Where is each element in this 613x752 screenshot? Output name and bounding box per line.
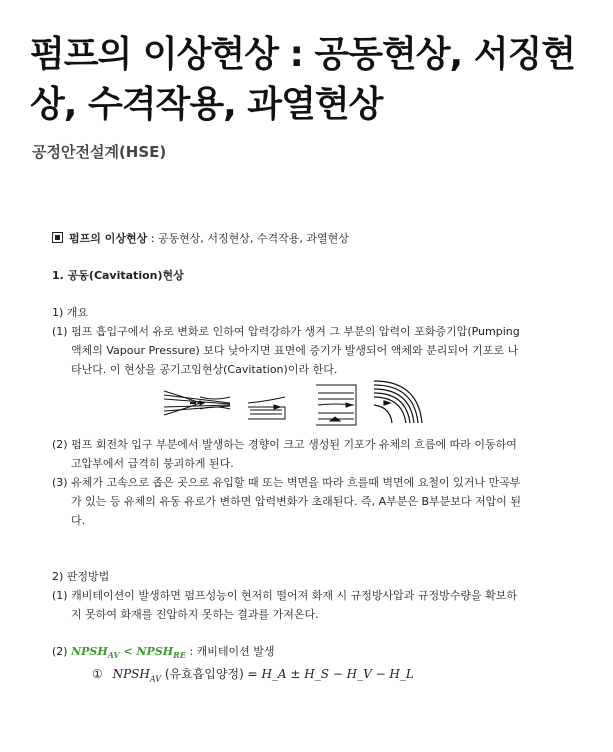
cavitation-diagram [160,377,430,429]
section-1-title: 1. 공동(Cavitation)현상 [52,269,184,282]
elbow-flow-figure [374,381,422,423]
paragraph-1-line-1: (1) 펌프 흡입구에서 유로 변화로 인하여 압력강하가 생겨 그 부분의 압력이 포화증기압(Pumping [52,325,520,338]
less-than-sign: < [119,645,137,658]
eq-npsh-sub: AV [149,674,162,684]
paragraph-1-line-3: 타난다. 이 현상을 공기고임현상(Cavitation)이라 한다. [71,363,338,376]
nozzle-flow-figure [164,391,230,415]
subsection-overview: 1) 개요 [52,306,89,319]
judgment-1-line-1: (1) 캐비테이션이 발생하면 펌프성능이 현저히 떨어져 화재 시 규정방사압과 규정방수량을 확보하 [52,589,517,602]
equation-number: ① [92,667,103,681]
npsh-left: NPSH [71,645,108,658]
judgment-2-prefix: (2) [52,645,68,658]
npsh-left-sub: AV [107,650,120,661]
category-label[interactable]: 공정안전설계(HSE) [32,143,167,161]
heading-rest: : 공동현상, 서징현상, 수격작용, 과열현상 [147,232,349,245]
judgment-2-line [52,643,275,660]
npsh-right: NPSH [136,645,174,658]
bend-flow-figure [316,385,356,425]
paragraph-2-line-1: (2) 펌프 회전차 입구 부분에서 발생하는 경향이 크고 생성된 기포가 유체의 흐름에 따라 이동하여 [52,438,517,451]
step-flow-figure [248,397,285,419]
equation-middle: (유효흡입양정) = [161,667,262,681]
section-heading [52,230,349,246]
paragraph-2-line-2: 고압부에서 급격히 붕괴하게 된다. [71,457,234,470]
paragraph-3-line-2: 가 있는 등 유체의 유동 유로가 변하면 압력변화가 초래된다. 즉, A부분은 B부분보다 저압이 된 [71,495,522,508]
npsh-av-formula [71,645,186,661]
equation-line [92,665,414,683]
npsh-right-sub: RE [173,650,186,661]
judgment-1-line-2: 지 못하여 화재를 진압하지 못하는 결과를 가져온다. [71,608,319,621]
heading-bold: 펌프의 이상현상 [69,232,148,245]
subsection-judgment: 2) 판정방법 [52,570,110,583]
eq-npsh: NPSH [112,667,150,681]
paragraph-3-line-1: (3) 유체가 고속으로 좁은 곳으로 유입할 때 또는 벽면을 따라 흐를때 벽면에 요철이 있거나 만곡부 [52,476,521,489]
page-title: 펌프의 이상현상 : 공동현상, 서징현상, 수격작용, 과열현상 [30,34,576,125]
equation-npsh [112,667,162,684]
paragraph-3-line-3: 다. [71,514,86,527]
equation-rhs: H_A ± H_S − H_V − H_L [261,667,414,681]
checkbox-square-icon [52,232,63,243]
paragraph-1-line-2: 액체의 Vapour Pressure) 보다 낮아지면 표면에 증기가 발생되어 액체와 분리되어 기포로 나 [71,344,519,357]
judgment-2-suffix: : 캐비테이션 발생 [185,645,275,658]
